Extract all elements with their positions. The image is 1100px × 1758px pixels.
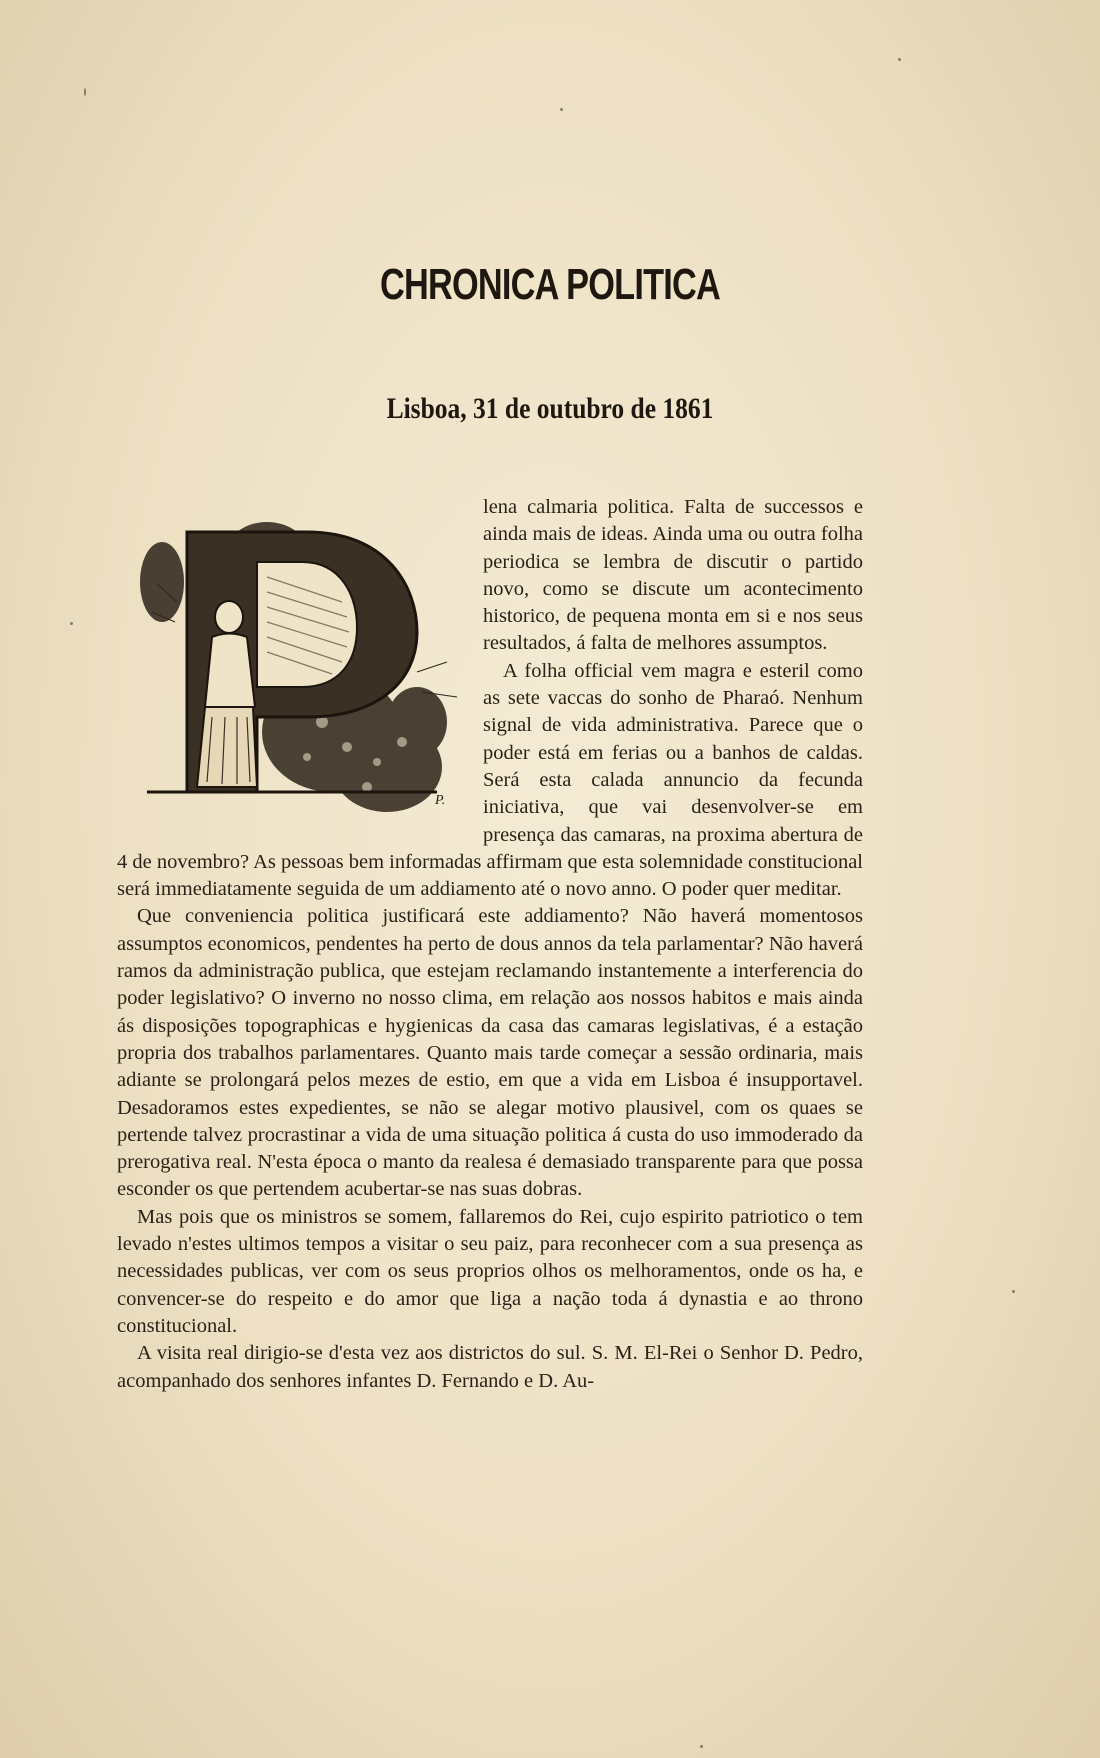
paragraph: A folha official vem magra e esteril como as sete vaccas do sonho de Pharaó. Nenhum signal de vida administrativa. Parece que o poder está em ferias ou a banhos de caldas. Será esta calada annuncio da fecunda iniciativa, que vai desenvolver-se em presença das camaras, na proxima abertura de 4 de novembro? As pessoas bem informadas affirmam que esta solemnidade constitucional será immediatamente seguida de um addiamento até o novo anno. O poder quer meditar. xyxy=(117,659,863,901)
dateline: Lisboa, 31 de outubro de 1861 xyxy=(386,392,714,425)
paragraph: A visita real dirigio-se d'esta vez aos districtos do sul. S. M. El-Rei o Senhor D. Pedro, acompanhado dos senhores infantes D. Fernando e D. Au- xyxy=(117,1342,863,1392)
paper-speck xyxy=(898,58,901,61)
paragraph: Mas pois que os ministros se somem, fallaremos do Rei, cujo espirito patriotico o tem levado n'estes ultimos tempos a visitar o seu paiz, para reconhecer com a sua presença as necessidades publicas, ver com os seus proprios olhos os melhoramentos, onde os ha, e convencer-se do respeito e do amor que liga a nação toda á dynastia e ao throno constitucional. xyxy=(117,1205,863,1337)
paper-speck xyxy=(560,108,563,111)
paper-speck xyxy=(70,622,73,625)
paper-speck xyxy=(700,1745,703,1748)
article-body xyxy=(117,494,863,1395)
paragraph: Que conveniencia politica justificará este addiamento? Não haverá momentosos assumptos economicos, pendentes ha perto de dous annos da tela parlamentar? Não haverá ramos da administração publica, que estejam reclamando instantemente a interferencia do poder legislativo? O inverno no nosso clima, em relação aos nossos habitos e mais ainda ás disposições topographicas e hygienicas da casa das camaras legislativas, é a estação propria dos trabalhos parlamentares. Quanto mais tarde começar a sessão ordinaria, mais adiante se prolongará pelos mezes de estio, em que a vida em Lisboa é insupportavel. Desadoramos estes expedientes, se não se alegar motivo plausivel, com os quaes se pertende talvez procrastinar a vida de uma situação politica á custa do uso immoderado da prerogativa real. N'esta época o manto da realesa é demasiado transparente para que possa esconder os que pertendem acubertar-se nas suas dobras. xyxy=(117,905,863,1201)
page-title: CHRONICA POLITICA xyxy=(379,260,721,309)
engraver-signature: P. xyxy=(435,793,446,808)
illuminated-initial-p-icon xyxy=(117,492,473,822)
paper-speck xyxy=(84,88,86,96)
paragraph: lena calmaria politica. Falta de successos e ainda mais de ideas. Ainda uma ou outra folha periodica se lembra de discutir o partido novo, como se discute um acontecimento historico, de pequena monta em si e nos seus resultados, á falta de melhores assumptos. xyxy=(483,496,863,655)
paper-speck xyxy=(1012,1290,1015,1293)
